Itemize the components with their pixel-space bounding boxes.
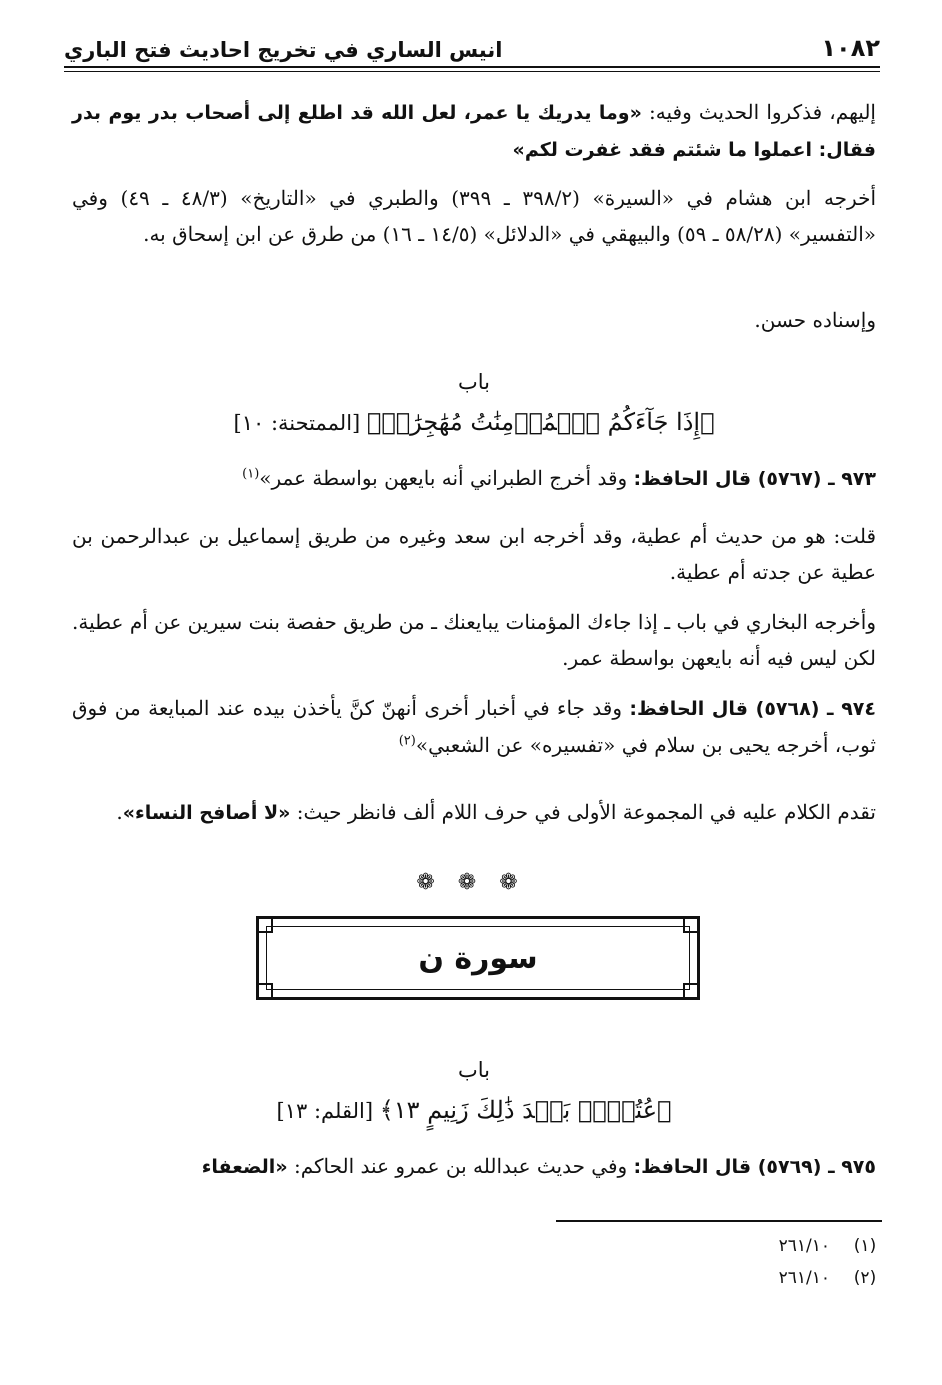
footnote-ref: (١) bbox=[242, 466, 260, 482]
footnote-number: (١) bbox=[853, 1236, 877, 1256]
paragraph-2: أخرجه ابن هشام في «السيرة» (٣٩٨/٢ ـ ٣٩٩) والطبري في «التاريخ» (٤٨/٣ ـ ٤٩) وفي «التفسير» (٥٨/٢٨ ـ ٥٩) والبيهقي في «الدلائل» (١٤/٥ ـ ١٦) من طرق عن ابن إسحاق به. bbox=[72, 186, 876, 246]
ayah-reference: [القلم: ١٣] bbox=[276, 1099, 374, 1123]
book-title: انيس الساري في تخريج احاديث فتح الباري bbox=[64, 38, 503, 62]
bab-heading-2: باب bbox=[457, 1058, 490, 1082]
entry-974: ٩٧٤ ـ (٥٧٦٨) قال الحافظ: وقد جاء في أخبار أخرى أنهنّ كنَّ يأخذن بيده عند المبايعة من فوق ثوب، أخرجه يحيى بن سلام في «تفسيره» عن الشعبي»$^{(٢)}$ bbox=[72, 696, 876, 757]
footnote-text: ٢٦١/١٠ bbox=[778, 1236, 830, 1256]
footnote-number: (٢) bbox=[853, 1268, 877, 1288]
ayah-reference: [الممتحنة: ١٠] bbox=[233, 411, 361, 435]
running-header bbox=[64, 28, 880, 62]
ayah-text: ﴿إِذَا جَآءَكُمُ ٱلۡمُؤۡمِنَٰتُ مُهَٰجِرَٰتٖ﴾ bbox=[366, 408, 715, 436]
entry-number: ٩٧٣ ـ (٥٧٦٧) قال الحافظ: bbox=[633, 468, 876, 490]
footnote-ref: (٢) bbox=[398, 733, 416, 749]
footnote-2 bbox=[779, 1268, 882, 1288]
paragraph-973-b: وأخرجه البخاري في باب ـ إذا جاءك المؤمنات يبايعنك ـ من طريق حفصة بنت سيرين عن أم عطية. لكن ليس فيه أنه بايعهن بواسطة عمر. bbox=[72, 610, 876, 670]
surah-title: سورة ن bbox=[418, 940, 538, 976]
section-ornament: ❁ ❁ ❁ bbox=[416, 870, 526, 895]
footnote-1 bbox=[779, 1236, 882, 1256]
page-number: ١٠٨٢ bbox=[821, 34, 880, 62]
entry-973: ٩٧٣ ـ (٥٧٦٧) قال الحافظ: وقد أخرج الطبراني أنه بايعهن بواسطة عمر»$^{(١)}$ bbox=[242, 466, 876, 490]
paragraph-1: إليهم، فذكروا الحديث وفيه: «وما يدريك يا عمر، لعل الله قد اطلع إلى أصحاب بدر يوم بدر فقال: اعملوا ما شئتم فقد غفرت لكم» bbox=[72, 100, 876, 161]
header-rule bbox=[64, 66, 880, 68]
ayah-text: ﴿عُتُلِّۭ بَعۡدَ ذَٰلِكَ زَنِيمٍ ١٣﴾ bbox=[379, 1096, 672, 1124]
paragraph-974: تقدم الكلام عليه في المجموعة الأولى في حرف اللام ألف فانظر حيث: «لا أصافح النساء». bbox=[116, 800, 876, 824]
header-rule-thin bbox=[64, 71, 880, 72]
paragraph-973-a: قلت: هو من حديث أم عطية، وقد أخرجه ابن سعد وغيره من طريق إسماعيل بن عبدالرحمن بن عطية عن جدته أم عطية. bbox=[72, 524, 876, 584]
ayah-line-2 bbox=[72, 1096, 876, 1124]
surah-title-frame bbox=[256, 916, 700, 1000]
footnote-text: ٢٦١/١٠ bbox=[778, 1268, 830, 1288]
hadith-quote: «وما يدريك يا عمر، لعل الله قد اطلع إلى أصحاب بدر يوم بدر فقال: اعملوا ما شئتم فقد غفرت لكم» bbox=[72, 102, 876, 161]
entry-number: ٩٧٤ ـ (٥٧٦٨) قال الحافظ: bbox=[629, 698, 876, 720]
footnote-rule bbox=[556, 1220, 882, 1222]
surah-title-inner bbox=[266, 926, 690, 990]
paragraph-3: وإسناده حسن. bbox=[754, 308, 876, 332]
bab-heading-1: باب bbox=[457, 370, 490, 394]
entry-number: ٩٧٥ ـ (٥٧٦٩) قال الحافظ: bbox=[633, 1156, 876, 1178]
ayah-line-1 bbox=[72, 408, 876, 436]
entry-975: ٩٧٥ ـ (٥٧٦٩) قال الحافظ: وفي حديث عبدالله بن عمرو عند الحاكم: «الضعفاء bbox=[201, 1154, 876, 1178]
